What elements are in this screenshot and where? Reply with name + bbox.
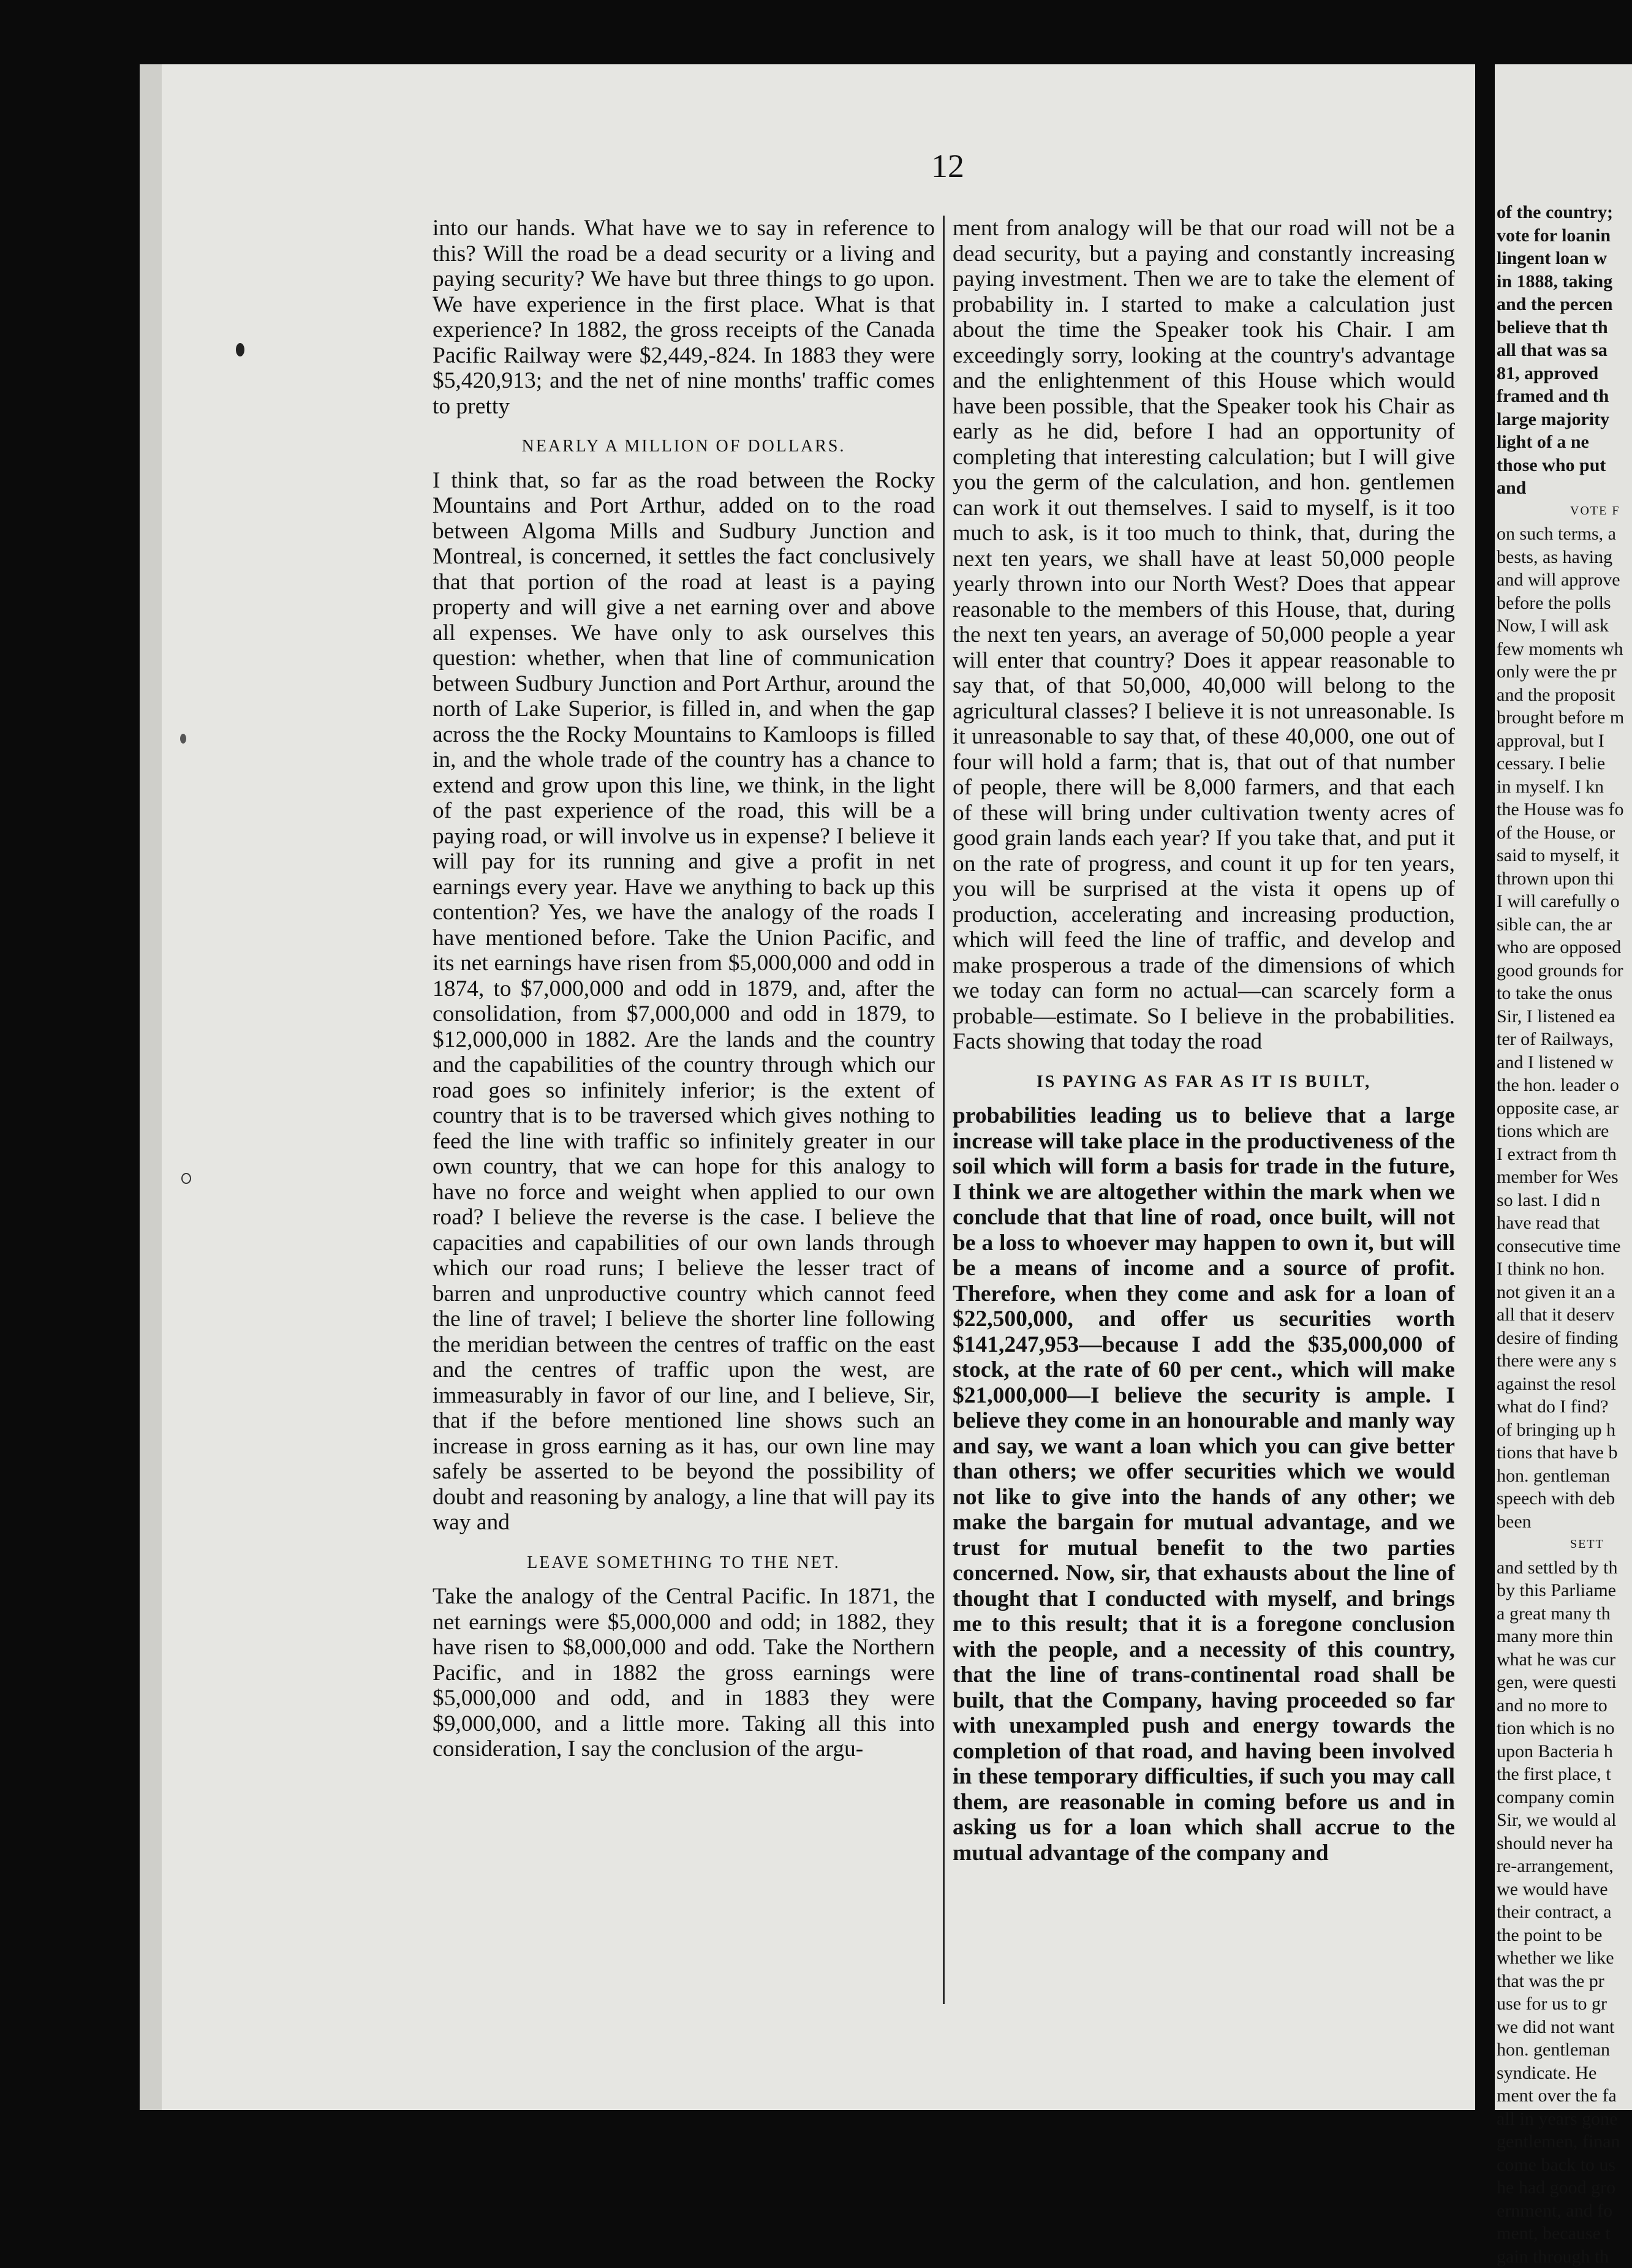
- adjacent-page-line: upon Bacteria h: [1497, 1740, 1632, 1763]
- adjacent-page-line: should never ha: [1497, 1832, 1632, 1855]
- adjacent-page-line: use for us to gr: [1497, 1992, 1632, 2016]
- adjacent-page-line: re-arrangement,: [1497, 1855, 1632, 1878]
- adjacent-page-line: I extract from th: [1497, 1143, 1632, 1166]
- adjacent-page-line: framed and th: [1497, 385, 1632, 408]
- adjacent-page-line: to take the onus: [1497, 982, 1632, 1005]
- adjacent-page-line: he had good gro: [1497, 2176, 1632, 2199]
- adjacent-page-line: in myself. I kn: [1497, 775, 1632, 799]
- adjacent-page-line: in 1888, taking: [1497, 270, 1632, 293]
- margin-mark: [236, 343, 244, 356]
- adjacent-page-line: against the resol: [1497, 1373, 1632, 1396]
- adjacent-page-line: their contract, a: [1497, 1901, 1632, 1924]
- left-paragraph-2: I think that, so far as the road between the Rocky Mountains and Port Arthur, added on to the road between Algoma Mills and Sudbury Junction and Montreal, is concerned, it settles the fact conclusively that that portion of the road at least is a paying property and will give a net earning over and above all expenses. We have only to ask ourselves this question: whether, when that line of communication between Sudbury Junction and Port Arthur, around the north of Lake Superior, is filled in, and when the gap across the the Rocky Mountains to Kamloops is filled in, and the whole trade of the country has a chance to extend and grow upon this line, we think, in the light of the past experience of the road, this will be a paying road, or will involve us in expense? I believe it will pay for its running and give a profit in net earnings every year. Have we anything to back up this contention? Yes, we have the analogy of the roads I have mentioned before. Take the Union Pacific, and its net earnings have risen from $5,000,000 and odd in 1874, to $7,000,000 and odd in 1879, and, after the consolidation, from $7,000,000 and odd in 1879, to $12,000,000 in 1882. Are the lands and the country and the capabilities of the country through which our road goes so infinitely inferior; is the extent of country that is to be traversed which gives nothing to feed the line with traffic so infinitely greater in our own country, that we can hope for this analogy to have no force and weight when applied to our own road? I believe the reverse is the case. I believe the capacities and capabilities of our own lands through which our road runs; I believe the lesser tract of barren and unproductive country which cannot feed the line of travel; I believe the shorter line following the meridian between the centres of traffic on the east and the centres of traffic upon the west, are immeasurably in favor of our line, and I believe, Sir, that if the before mentioned line shows such an increase in gross earning as it has, our own line may safely be asserted to be beyond the possibility of doubt and reasoning by analogy, a line that will pay its way and: [433, 468, 935, 1535]
- adjacent-page-line: those who put: [1497, 454, 1632, 477]
- adjacent-page-line: Sir, we would al: [1497, 1809, 1632, 1832]
- adjacent-page-line: who are opposed: [1497, 936, 1632, 959]
- adjacent-page-line: the hon. leader o: [1497, 1074, 1632, 1097]
- adjacent-page-line: been: [1497, 1510, 1632, 1534]
- adjacent-page-line: the first place, t: [1497, 1763, 1632, 1786]
- adjacent-page-line: sible can, the ar: [1497, 913, 1632, 936]
- adjacent-page-line: come back to us: [1497, 2153, 1632, 2177]
- adjacent-page-line: and settled by th: [1497, 1556, 1632, 1580]
- adjacent-page-line: have read that: [1497, 1211, 1632, 1235]
- adjacent-page-line: few moments wh: [1497, 638, 1632, 661]
- adjacent-page-line: a great many th: [1497, 1602, 1632, 1626]
- adjacent-page-line: by this Parliame: [1497, 1579, 1632, 1602]
- left-paragraph-1: into our hands. What have we to say in reference to this? Will the road be a dead security or a living and paying security? We have but three things to go upon. We have experience in the first place. What is that experience? In 1882, the gross receipts of the Canada Pacific Railway were $2,449,-824. In 1883 they were $5,420,913; and the net of nine months' traffic comes to pretty: [433, 216, 935, 419]
- page-edge: [140, 64, 162, 2110]
- adjacent-page-line: what do I find?: [1497, 1395, 1632, 1418]
- adjacent-page-line: gain through th: [1497, 2245, 1632, 2268]
- left-column: [433, 216, 935, 1762]
- margin-mark: [181, 1173, 191, 1184]
- adjacent-page-line: thrown upon thi: [1497, 867, 1632, 891]
- adjacent-page-line: cessary. I belie: [1497, 752, 1632, 775]
- adjacent-page-line: bests, as having: [1497, 546, 1632, 569]
- adjacent-page-text: [1497, 201, 1632, 2268]
- adjacent-page-line: tion which is no: [1497, 1717, 1632, 1740]
- right-column: [953, 216, 1455, 1866]
- right-heading-1: IS PAYING AS FAR AS IT IS BUILT,: [953, 1069, 1455, 1095]
- adjacent-page-line: not given it an a: [1497, 1281, 1632, 1304]
- adjacent-page-line: only were the pr: [1497, 660, 1632, 684]
- adjacent-page-line: of bringing up h: [1497, 1418, 1632, 1442]
- adjacent-page-line: of the House, or: [1497, 821, 1632, 845]
- left-heading-1: NEARLY A MILLION OF DOLLARS.: [433, 434, 935, 459]
- adjacent-page-line: that was the pr: [1497, 1970, 1632, 1993]
- adjacent-page-line: Now, I will ask: [1497, 614, 1632, 638]
- adjacent-page-line: all in years gone: [1497, 2108, 1632, 2131]
- adjacent-page-line: large majority: [1497, 408, 1632, 431]
- adjacent-page-line: ment over the fa: [1497, 2084, 1632, 2108]
- adjacent-page-line: many more thin: [1497, 1625, 1632, 1648]
- adjacent-page-line: and will approve: [1497, 568, 1632, 592]
- adjacent-page-line: hon. gentleman: [1497, 2038, 1632, 2062]
- adjacent-page-line: and no more to: [1497, 1694, 1632, 1717]
- adjacent-page-line: what he was cur: [1497, 1648, 1632, 1671]
- adjacent-page-line: Sir, I listened ea: [1497, 1005, 1632, 1028]
- adjacent-page-line: and the proposit: [1497, 684, 1632, 707]
- adjacent-page-line: we did not want: [1497, 2016, 1632, 2039]
- adjacent-page-line: gen, were questi: [1497, 1671, 1632, 1694]
- adjacent-page-line: hon. gentleman: [1497, 1464, 1632, 1488]
- adjacent-page-line: SETT: [1497, 1533, 1632, 1556]
- adjacent-page-line: opposite case, ar: [1497, 1097, 1632, 1120]
- adjacent-page-line: consecutive time: [1497, 1235, 1632, 1258]
- adjacent-page-line: there were any s: [1497, 1349, 1632, 1373]
- right-paragraph-1: ment from analogy will be that our road will not be a dead security, but a paying and constantly increasing paying investment. Then we are to take the element of probability in. I started to make a calculation just about the time the Speaker took his Chair. I am exceedingly sorry, looking at the country's advantage and the enlightenment of this House which would have been possible, that the Speaker took his Chair as early as he did, before I had an opportunity of completing that interesting calculation; but I will give you the germ of the calculation, and hon. gentlemen can work it out themselves. I said to myself, is it too much to ask, is it too much to think, that, during the next ten years, we shall have at least 50,000 people yearly thrown into our North West? Does that appear reasonable to the members of this House, that, during the next ten years, an average of 50,000 people a year will enter that country? Does it appear reasonable to say that, of that 50,000, 40,000 will belong to the agricultural classes? I believe it is not unreasonable. Is it unreasonable to say that, of these 40,000, one out of four will hold a farm; that is, that out of that number of people, there will be 8,000 farmers, and that each of these will bring under cultivation twenty acres of good grain lands each year? If you take that, and put it on the rate of progress, and count it up for ten years, you will be surprised at the vista it opens up of production, accelerating and increasing production, which will feed the line of traffic, and develop and make prosperous a trade of the dimensions of which we today can form no actual—can scarcely form a probable—estimate. So I believe in the probabilities. Facts showing that today the road: [953, 216, 1455, 1055]
- page-gutter: [1475, 64, 1495, 2110]
- adjacent-page-line: gentlemen, finan: [1497, 2130, 1632, 2153]
- adjacent-page-line: whether we like: [1497, 1946, 1632, 1970]
- right-paragraph-2: probabilities leading us to believe that a large increase will take place in the productiveness of the soil which will form a basis for trade in the future, I think we are altogether within the mark when we conclude that that line of road, once built, will not be a loss to whoever may happen to own it, but will be a means of income and a source of profit. Therefore, when they come and ask for a loan of $22,500,000, and offer us securities worth $141,247,953—because I add the $35,000,000 of stock, at the rate of 60 per cent., which will make $21,000,000—I believe the security is ample. I believe they come in an honourable and manly way and say, we want a loan which you can give better than others; we offer securities which we would not like to give into the hands of any other; we make the bargain for mutual advantage, and we trust for mutual benefit to the two parties concerned. Now, sir, that exhausts about the line of thought that I conducted with myself, and brings me to this result; that it is a foregone conclusion with the people, and a necessity of this country, that the line of trans-continental road shall be built, that the Company, having proceeded so far with unexampled push and energy towards the completion of that road, and having been involved in these temporary difficulties, if such you may call them, are reasonable in coming before us and in asking us for a loan which shall accrue to the mutual advantage of the company and: [953, 1103, 1455, 1866]
- adjacent-page-line: so last. I did n: [1497, 1189, 1632, 1212]
- adjacent-page-line: all that was sa: [1497, 339, 1632, 362]
- adjacent-page-line: company comin: [1497, 1786, 1632, 1809]
- adjacent-page-line: lingent loan w: [1497, 247, 1632, 270]
- left-heading-2: LEAVE SOMETHING TO THE NET.: [433, 1550, 935, 1576]
- adjacent-page-line: member for Wes: [1497, 1166, 1632, 1189]
- adjacent-page-line: good grounds for: [1497, 959, 1632, 982]
- adjacent-page-line: ter of Railways,: [1497, 1028, 1632, 1051]
- page-number: 12: [931, 147, 964, 185]
- adjacent-page-line: said to myself, it: [1497, 844, 1632, 867]
- left-paragraph-3: Take the analogy of the Central Pacific. In 1871, the net earnings were $5,000,000 and odd; in 1882, they have risen to $8,000,000 and odd. Take the Northern Pacific, and in 1882 the gross earnings were $5,000,000 and odd, and in 1883 they were $9,000,000, and a little more. Taking all this into consideration, I say the conclusion of the argu-: [433, 1584, 935, 1762]
- adjacent-page-line: and the percen: [1497, 293, 1632, 316]
- adjacent-page-line: vote for loanin: [1497, 224, 1632, 247]
- adjacent-page-line: and I listened w: [1497, 1051, 1632, 1074]
- adjacent-page-line: ment, because t: [1497, 2222, 1632, 2245]
- adjacent-page-line: syndicate. He: [1497, 2062, 1632, 2085]
- adjacent-page-line: tions which are: [1497, 1120, 1632, 1143]
- adjacent-page-line: 81, approved: [1497, 362, 1632, 385]
- adjacent-page-line: ernment, and fo: [1497, 2199, 1632, 2223]
- adjacent-page-line: believe that th: [1497, 316, 1632, 339]
- adjacent-page-line: the House was fo: [1497, 798, 1632, 821]
- adjacent-page-line: before the polls: [1497, 592, 1632, 615]
- adjacent-page-line: approval, but I: [1497, 729, 1632, 753]
- adjacent-page-line: tions that have b: [1497, 1441, 1632, 1464]
- adjacent-page-line: speech with deb: [1497, 1487, 1632, 1510]
- column-rule: [943, 216, 945, 2004]
- adjacent-page-line: brought before m: [1497, 706, 1632, 729]
- adjacent-page-line: desire of finding: [1497, 1327, 1632, 1350]
- adjacent-page-line: and: [1497, 477, 1632, 500]
- adjacent-page-line: we would have: [1497, 1878, 1632, 1901]
- margin-mark: [180, 734, 186, 744]
- adjacent-page-line: light of a ne: [1497, 431, 1632, 454]
- adjacent-page-line: the point to be: [1497, 1924, 1632, 1947]
- adjacent-page-line: of the country;: [1497, 201, 1632, 224]
- adjacent-page-line: I will carefully o: [1497, 890, 1632, 913]
- adjacent-page-line: VOTE F: [1497, 500, 1632, 523]
- adjacent-page-line: I think no hon.: [1497, 1257, 1632, 1281]
- adjacent-page-line: on such terms, a: [1497, 522, 1632, 546]
- adjacent-page-line: all that it deserv: [1497, 1303, 1632, 1327]
